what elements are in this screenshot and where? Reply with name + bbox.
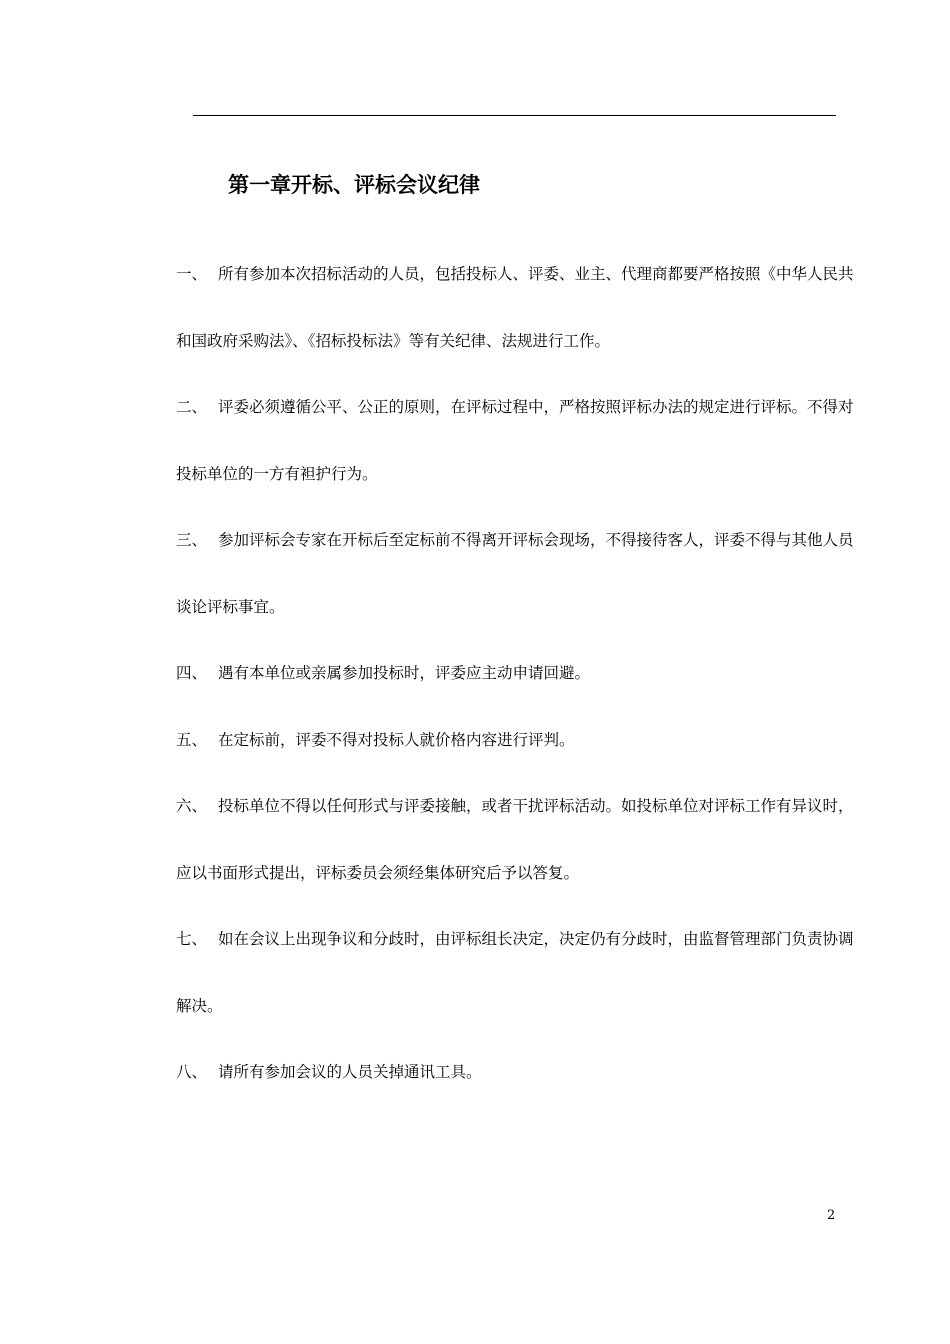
rule-item: [176, 640, 858, 707]
rule-text: 投标单位不得以任何形式与评委接触，或者干扰评标活动。如投标单位对评标工作有异议时，应以书面形式提出，评标委员会须经集体研究后予以答复。: [176, 797, 854, 882]
rule-number: 四、: [176, 664, 208, 682]
rule-number: 五、: [176, 730, 208, 749]
rule-text: 请所有参加会议的人员关掉通讯工具。: [218, 1063, 482, 1081]
rule-item: [176, 707, 858, 774]
rule-item: [176, 773, 858, 906]
rule-item: [176, 241, 858, 374]
rule-item: [176, 374, 858, 507]
rule-text: 遇有本单位或亲属参加投标时，评委应主动申请回避。: [218, 664, 591, 682]
rule-item: [176, 906, 858, 1039]
rule-text: 在定标前，评委不得对投标人就价格内容进行评判。: [218, 730, 575, 749]
rules-list: [176, 241, 858, 1106]
rule-number: 七、: [176, 930, 208, 948]
rule-number: 一、: [176, 265, 208, 283]
rule-number: 八、: [176, 1063, 208, 1081]
page-number: 2: [827, 1208, 836, 1223]
rule-number: 六、: [176, 797, 208, 815]
rule-item: [176, 1039, 858, 1106]
rule-text: 如在会议上出现争议和分歧时，由评标组长决定，决定仍有分歧时，由监督管理部门负责协调解决。: [176, 930, 854, 1015]
rule-item: [176, 507, 858, 640]
rule-text: 所有参加本次招标活动的人员，包括投标人、评委、业主、代理商都要严格按照《中华人民共和国政府采购法》、《招标投标法》等有关纪律、法规进行工作。: [176, 265, 854, 350]
rule-text: 评委必须遵循公平、公正的原则，在评标过程中，严格按照评标办法的规定进行评标。不得对投标单位的一方有袒护行为。: [176, 398, 854, 483]
rule-text: 参加评标会专家在开标后至定标前不得离开评标会现场，不得接待客人，评委不得与其他人员谈论评标事宜。: [176, 531, 854, 616]
header-rule: [193, 115, 836, 116]
rule-number: 二、: [176, 398, 208, 416]
rule-number: 三、: [176, 531, 208, 549]
chapter-title: 第一章开标、评标会议纪律: [228, 173, 480, 197]
